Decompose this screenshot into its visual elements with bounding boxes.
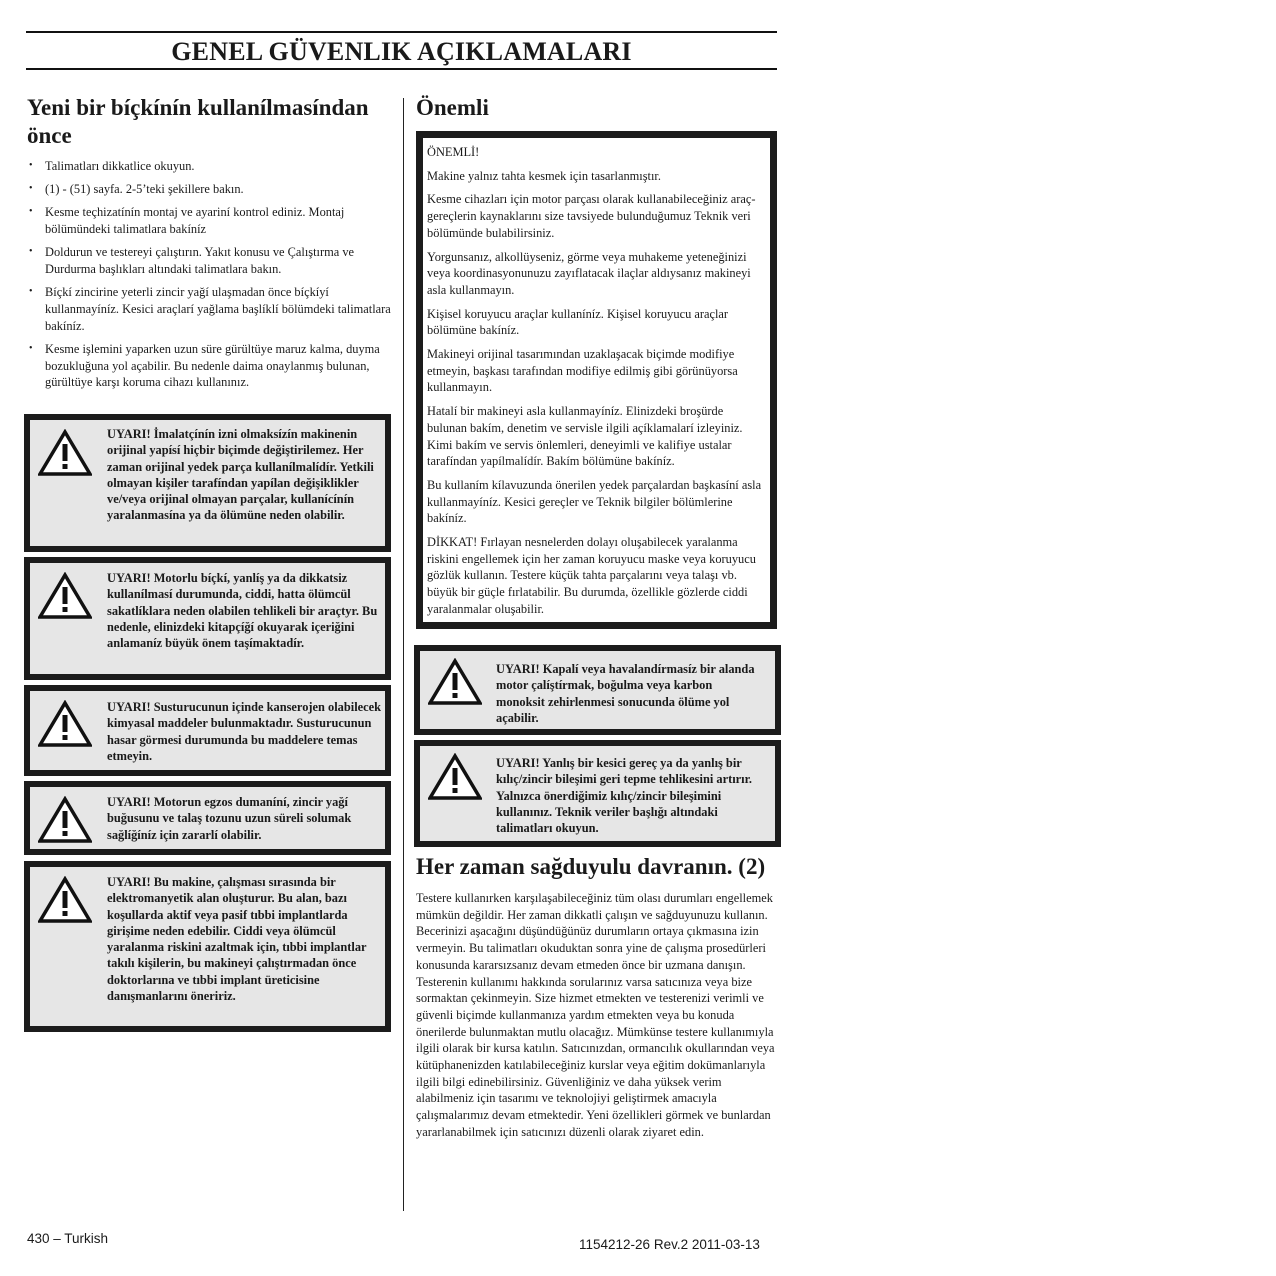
important-paragraph: Makineyi orijinal tasarımından uzaklaşacak biçimde modifiye etmeyin, başkası tarafından modifiye edilmiş gibi görünüyorsa kullanmayın. — [427, 347, 738, 395]
warning-text: UYARI! Motorlu bíçkí, yanlíş ya da dikkatsiz kullanílmasí durumunda, ciddi, hatta ölümcül sakatlíklara neden olabilen tehlikeli bir araçtyr. Bu nedenle, elinizdeki kitapçíğí okuyarak içeriğini anlamaníz büyük önem taşímaktadír. — [107, 571, 378, 651]
warning-triangle-icon — [38, 572, 92, 620]
list-item: • Kesme işlemini yaparken uzun süre gürültüye maruz kalma, duyma bozukluğuna yol açabilir. Bu nedenle daima onaylanmış bulunan, gürültüye karşı koruma cihazı kullanınız. — [27, 341, 391, 391]
warning-triangle-icon — [38, 876, 92, 924]
warning-text: UYARI! Motorun egzos dumaníní, zincir yağí buğusunu ve talaş tozunu uzun süreli solumak sağlíğíníz için zararlí olabilir. — [107, 795, 352, 842]
warning-box — [414, 645, 781, 735]
warning-triangle-icon — [38, 429, 92, 477]
warning-box — [414, 740, 781, 847]
important-paragraph: DİKKAT! Fırlayan nesnelerden dolayı oluşabilecek yaralanma riskini engellemek için her zaman koruyucu maske veya koruyucu gözlük kullanın. Testere küçük tahta parçalarını veya talaşı vb. büyük bir güçle fırlatabilir. Bu durumda, özellikle gözlerde ciddi yaralanmalar oluşabilir. — [427, 535, 756, 616]
bullet-list — [27, 158, 391, 391]
important-paragraph: Kişisel koruyucu araçlar kullaníníz. Kişisel koruyucu araçlar bölümüne bakíníz. — [427, 306, 729, 338]
document-revision: 1154212-26 Rev.2 2011-03-13 — [579, 1237, 760, 1252]
warning-text: UYARI! Bu makine, çalışması sırasında bir elektromanyetik alan oluşturur. Bu alan, bazı koşullarda aktif veya pasif tıbbi implantlarda girişime neden edebilir. Ciddi veya ölümcül yaralanma riskini azaltmak için, tıbbi implantlar takılı kişilerin, bu makineyi çalıştırmadan önce doktorlarına ve tıbbi implant üreticisine danışmanlarını öneririz. — [107, 875, 367, 1004]
important-paragraph: Hatalí bir makineyi asla kullanmayíníz. Elinizdeki broşürde bulunan bakím, denetim ve servisle ilgili açíklamalarí izleyiniz. Kimi bakím ve servis önlemleri, deneyimli ve kalifiye ustalar tarafíndan yapílmalídír. Bakím bölümüne bakíníz. — [427, 404, 743, 469]
warning-box — [24, 557, 391, 680]
list-item: • Talimatları dikkatlice okuyun. — [27, 158, 391, 175]
important-paragraph: Kesme cihazları için motor parçası olarak kullanabileceğiniz araç-gereçlerin kaynaklarını size tavsiyede bulunduğumuz Teknik veri bölümünde bulabilirsiniz. — [427, 192, 756, 240]
page-title: GENEL GÜVENLIK AÇIKLAMALARI — [171, 37, 632, 66]
warning-triangle-icon — [428, 658, 482, 706]
right-column — [416, 94, 780, 629]
section-heading-common-sense: Her zaman sağduyulu davranın. (2) — [416, 854, 766, 879]
warning-box — [24, 861, 391, 1032]
warning-text: UYARI! Yanlış bir kesici gereç ya da yanlış bir kılıç/zincir bileşimi geri tepme tehlikesini artırır. Yalnızca önerdiğimiz kılıç/zincir bileşimini kullanınız. Teknik veriler başlığı altındaki talimatları okuyun. — [496, 756, 753, 836]
warning-text: UYARI! Susturucunun içinde kanserojen olabilecek kimyasal maddeler bulunmaktadır. Susturucunun hasar görmesi durumunda bu maddelere temas etmeyin. — [107, 700, 382, 763]
left-column — [27, 94, 391, 397]
warning-box — [24, 781, 391, 855]
common-sense-section — [416, 853, 778, 1141]
warning-triangle-icon — [38, 700, 92, 748]
important-paragraph: Bu kullaním kílavuzunda önerilen yedek parçalardan başkasíní asla kullanmayíníz. Kesici gereçler ve Teknik bilgiler bölümlerine bakíníz. — [427, 477, 762, 526]
important-paragraph: Makine yalnız tahta kesmek için tasarlanmıştır. — [427, 168, 661, 183]
column-divider — [403, 98, 404, 1211]
warning-triangle-icon — [38, 796, 92, 844]
list-item: • Kesme teçhizatínín montaj ve ayariní kontrol ediniz. Montaj bölümündeki talimatlara bakíníz — [27, 204, 391, 237]
warning-text: UYARI! Kapalí veya havalandírmasíz bir alanda motor çalíştírmak, boğulma veya karbon monoksit zehirlenmesi sonucunda ölüme yol açabilir. — [496, 662, 755, 725]
list-item: • (1) - (51) sayfa. 2-5’teki şekillere bakın. — [27, 181, 391, 198]
important-label: ÖNEMLİ! — [427, 145, 480, 159]
common-sense-paragraph: Testere kullanırken karşılaşabileceğiniz tüm olası durumları engellemek mümkün değildir. Her zaman dikkatli çalışın ve sağduyunuzu kullanın. Becerinizi aşacağını düşündüğünüz durumların ortaya çıkmasına izin vermeyin. Bu talimatları okuduktan sonra yine de çalışma prosedürleri konusunda kararsızsanız devam etmeden önce bir uzmana danışın. Testerenin kullanımı hakkında sorularınız varsa satıcınıza veya bize sormaktan çekinmeyin. Size hizmet etmekten ve testerenizi verimli ve güvenli biçimde kullanmanıza yardım etmekten veya bu konuda önerilerde bulunmaktan mutlu olacağız. Mümkünse testere kullanımıyla ilgili olarak bir kursa katılın. Satıcınızdan, ormancılık okullarından veya kütüphanenizden katılabileceğiniz kurslar veya eğitim dokümanlarıyla ilgili bilgi edinebilirsiniz. Güvenliğiniz ve daha yüksek verim alabilmeniz için tasarımı ve teknolojiyi geliştirmek amacıyla çalışmalarımız devam etmektedir. Yeni özellikleri görmek ve bunlardan yararlanabilmek için satıcınızı düzenli olarak ziyaret edin. — [416, 891, 775, 1139]
warning-box — [24, 685, 391, 776]
section-heading-important: Önemli — [416, 95, 489, 120]
page-header — [26, 31, 777, 70]
list-item: • Bíçkí zincirine yeterli zincir yağí ulaşmadan önce bíçkíyí kullanmayíníz. Kesici araçlarí yağlama başlíklí bölümdeki talimatlara bakíníz. — [27, 284, 391, 334]
section-heading-before-use: Yeni bir bíçkínín kullanílmasíndan önce — [27, 95, 369, 148]
list-item: • Doldurun ve testereyi çalıştırın. Yakıt konusu ve Çalıştırma ve Durdurma başlıkları altındaki talimatlara bakın. — [27, 244, 391, 277]
page-number: 430 – Turkish — [27, 1231, 109, 1246]
important-paragraph: Yorgunsanız, alkollüyseniz, görme veya muhakeme yeteneğinizi veya koordinasyonunuzu zayıflatacak ilaçlar aldıysanız makineyi asla kullanmayın. — [427, 249, 751, 297]
warning-box — [24, 414, 391, 552]
warning-triangle-icon — [428, 753, 482, 801]
warning-text: UYARI! İmalatçínín izni olmaksízín makinenin orijinal yapísí hiçbir biçimde değiştirilemez. Her zaman orijinal yedek parça kullanílmalídír. Yetkili olmayan kişiler tarafíndan yapílan değişiklikler ve/veya orijinal olmayan parçalar, kullanícínín yaralanmasína ya da ölümüne neden olabilir. — [107, 427, 374, 523]
important-box — [416, 131, 777, 629]
